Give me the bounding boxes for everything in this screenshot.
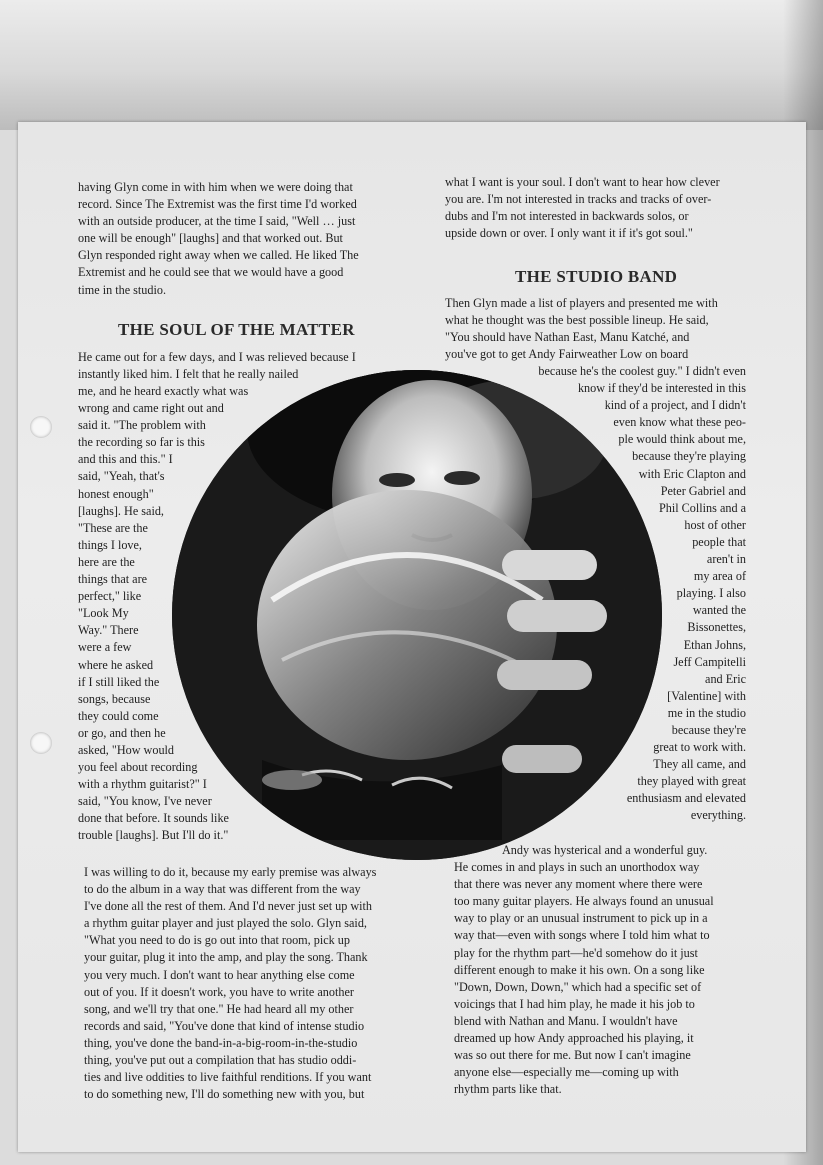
text-line: great to work with.: [653, 740, 746, 755]
text-line: I was willing to do it, because my early premise was always: [84, 865, 377, 879]
text-line: "Look My: [78, 606, 129, 621]
scan-shadow-top: [0, 0, 823, 130]
text-line: enthusiasm and elevated: [626, 791, 746, 806]
text-line: people that: [692, 534, 746, 549]
text-line: aren't in: [706, 552, 746, 567]
text-line: dubs and I'm not interested in backwards solos, or: [445, 209, 689, 224]
text-line: playing. I also: [676, 586, 746, 601]
text-line: you are. I'm not interested in tracks and tracks of over-: [445, 192, 712, 207]
text-line: said, "You know, I've never: [78, 794, 212, 809]
text-line: you feel about recording: [78, 760, 198, 775]
text-line: a rhythm guitar player and just played the solo. Glyn said,: [84, 916, 367, 931]
text-line: what I want is your soul. I don't want to hear how clever: [445, 175, 720, 189]
text-line: know if they'd be interested in this: [577, 381, 746, 396]
text-line: upside down or over. I only want it if it's got soul.": [445, 226, 693, 241]
text-line: if I still liked the: [78, 674, 160, 689]
text-line: my area of: [693, 569, 746, 584]
text-line: record. Since The Extremist was the first time I'd worked: [78, 197, 357, 212]
text-line: they played with great: [637, 774, 746, 789]
text-line: Phil Collins and a: [658, 500, 746, 515]
text-line: where he asked: [78, 657, 154, 672]
text-line: me in the studio: [667, 705, 746, 720]
text-line: They all came, and: [653, 757, 746, 772]
text-line: records and said, "You've done that kind of intense studio: [84, 1018, 365, 1033]
binder-hole-top: [30, 416, 52, 438]
left-wrap-full: [78, 349, 408, 383]
text-line: asked, "How would: [78, 742, 175, 757]
text-line: having Glyn come in with him when we were doing that: [78, 180, 353, 194]
text-line: He comes in and plays in such an unorthodox way: [454, 860, 700, 875]
text-line: things I love,: [78, 537, 142, 552]
text-line: [laughs]. He said,: [78, 503, 164, 518]
text-line: ple would think about me,: [618, 432, 746, 447]
text-line: even know what these peo-: [613, 415, 746, 430]
text-line: thing, you've put out a compilation that has studio oddi-: [84, 1053, 357, 1068]
text-line: rhythm parts like that.: [454, 1082, 562, 1097]
text-line: everything.: [690, 808, 746, 823]
text-line: time in the studio.: [78, 282, 167, 297]
text-line: were a few: [78, 640, 132, 655]
right-wrap-full: [445, 295, 775, 363]
text-line: because they're playing: [632, 449, 746, 464]
text-line: wrong and came right out and: [78, 401, 224, 416]
text-line: "These are the: [78, 520, 148, 535]
text-line: you very much. I don't want to hear anything else come: [84, 967, 355, 982]
binder-hole-bottom: [30, 732, 52, 754]
magazine-page: [18, 122, 806, 1152]
text-line: He came out for a few days, and I was relieved because I: [78, 350, 356, 364]
text-line: things that are: [78, 572, 148, 587]
text-line: and Eric: [705, 671, 746, 686]
text-line: "Down, Down, Down," which had a specific set of: [454, 979, 702, 994]
text-line: dreamed up how Andy approached his playing, it: [454, 1031, 694, 1046]
text-line: way to play or an unusual instrument to pick up in a: [454, 911, 708, 926]
text-line: or go, and then he: [78, 725, 166, 740]
text-line: different enough to make it his own. On a song like: [454, 962, 705, 977]
text-line: said it. "The problem with: [78, 418, 206, 433]
right-wrap-narrow: [488, 363, 746, 825]
left-bottom: [84, 864, 424, 1103]
text-line: ties and live oddities to live faithful renditions. If you want: [84, 1070, 372, 1085]
text-line: Then Glyn made a list of players and presented me with: [445, 296, 718, 310]
text-line: "What you need to do is go out into that room, pick up: [84, 933, 350, 948]
text-line: your guitar, plug it into the amp, and play the song. Thank: [84, 950, 368, 965]
text-line: Peter Gabriel and: [660, 483, 746, 498]
text-line: song, and we'll try that one." He had heard all my other: [84, 1001, 354, 1016]
text-line: songs, because: [78, 691, 151, 706]
text-line: because they're: [671, 722, 746, 737]
text-line: me, and he heard exactly what was: [78, 384, 249, 398]
section-heading-soul: THE SOUL OF THE MATTER: [118, 320, 355, 339]
text-line: perfect," like: [78, 589, 142, 604]
text-line: Extremist and he could see that we would have a good: [78, 265, 344, 280]
text-line: host of other: [684, 517, 746, 532]
right-intro: [445, 174, 775, 242]
text-line: you've got to get Andy Fairweather Low on board: [445, 347, 689, 362]
text-line: to do the album in a way that was different from the way: [84, 882, 361, 897]
text-line: what he thought was the best possible lineup. He said,: [445, 313, 709, 328]
text-line: here are the: [78, 554, 135, 569]
text-line: and this and this." I: [78, 452, 173, 467]
text-line: trouble [laughs]. But I'll do it.": [78, 828, 229, 843]
text-line: said, "Yeah, that's: [78, 469, 165, 484]
text-line: was so out there for me. But now I can't imagine: [454, 1048, 691, 1063]
text-line: too many guitar players. He always found an unusual: [454, 894, 714, 909]
text-line: done that before. It sounds like: [78, 811, 229, 826]
text-line: instantly liked him. I felt that he really nailed: [78, 367, 299, 382]
text-line: [Valentine] with: [667, 688, 746, 703]
text-line: Jeff Campitelli: [673, 654, 746, 669]
text-line: thing, you've done the band-in-a-big-room-in-the-studio: [84, 1035, 358, 1050]
text-line: with a rhythm guitarist?" I: [78, 777, 207, 792]
left-wrap-narrow: [78, 383, 278, 845]
text-line: with an outside producer, at the time I said, "Well … just: [78, 214, 356, 229]
text-line: Ethan Johns,: [683, 637, 746, 652]
text-line: honest enough": [78, 486, 154, 501]
text-line: voicings that I had him play, he made it his job to: [454, 996, 695, 1011]
text-line: I've done all the rest of them. And I'd never just set up with: [84, 899, 373, 914]
text-line: that there was never any moment where there were: [454, 877, 703, 892]
text-line: play for the rhythm part—he'd somehow do it just: [454, 945, 698, 960]
left-intro: [78, 179, 408, 299]
text-line: because he's the coolest guy." I didn't even: [538, 364, 746, 378]
text-line: Glyn responded right away when we called. He liked The: [78, 248, 359, 263]
text-line: with Eric Clapton and: [638, 466, 746, 481]
text-line: way that—even with songs where I told him what to: [454, 928, 710, 943]
text-line: Andy was hysterical and a wonderful guy.: [502, 843, 708, 857]
text-line: one will be enough" [laughs] and that worked out. But: [78, 231, 343, 246]
text-line: out of you. If it doesn't work, you have to write another: [84, 984, 354, 999]
text-line: wanted the: [692, 603, 746, 618]
text-line: Way." There: [78, 623, 139, 638]
text-line: kind of a project, and I didn't: [604, 398, 746, 413]
right-bottom: [454, 842, 784, 1098]
text-line: to do something new, I'll do something new with you, but: [84, 1087, 365, 1102]
text-line: blend with Nathan and Manu. I wouldn't have: [454, 1013, 678, 1028]
text-line: they could come: [78, 708, 159, 723]
text-line: Bissonettes,: [687, 620, 746, 635]
section-heading-studio-band: THE STUDIO BAND: [515, 267, 678, 286]
text-line: "You should have Nathan East, Manu Katché, and: [445, 330, 690, 345]
text-line: the recording so far is this: [78, 435, 205, 450]
text-line: anyone else—especially me—coming up with: [454, 1065, 679, 1080]
